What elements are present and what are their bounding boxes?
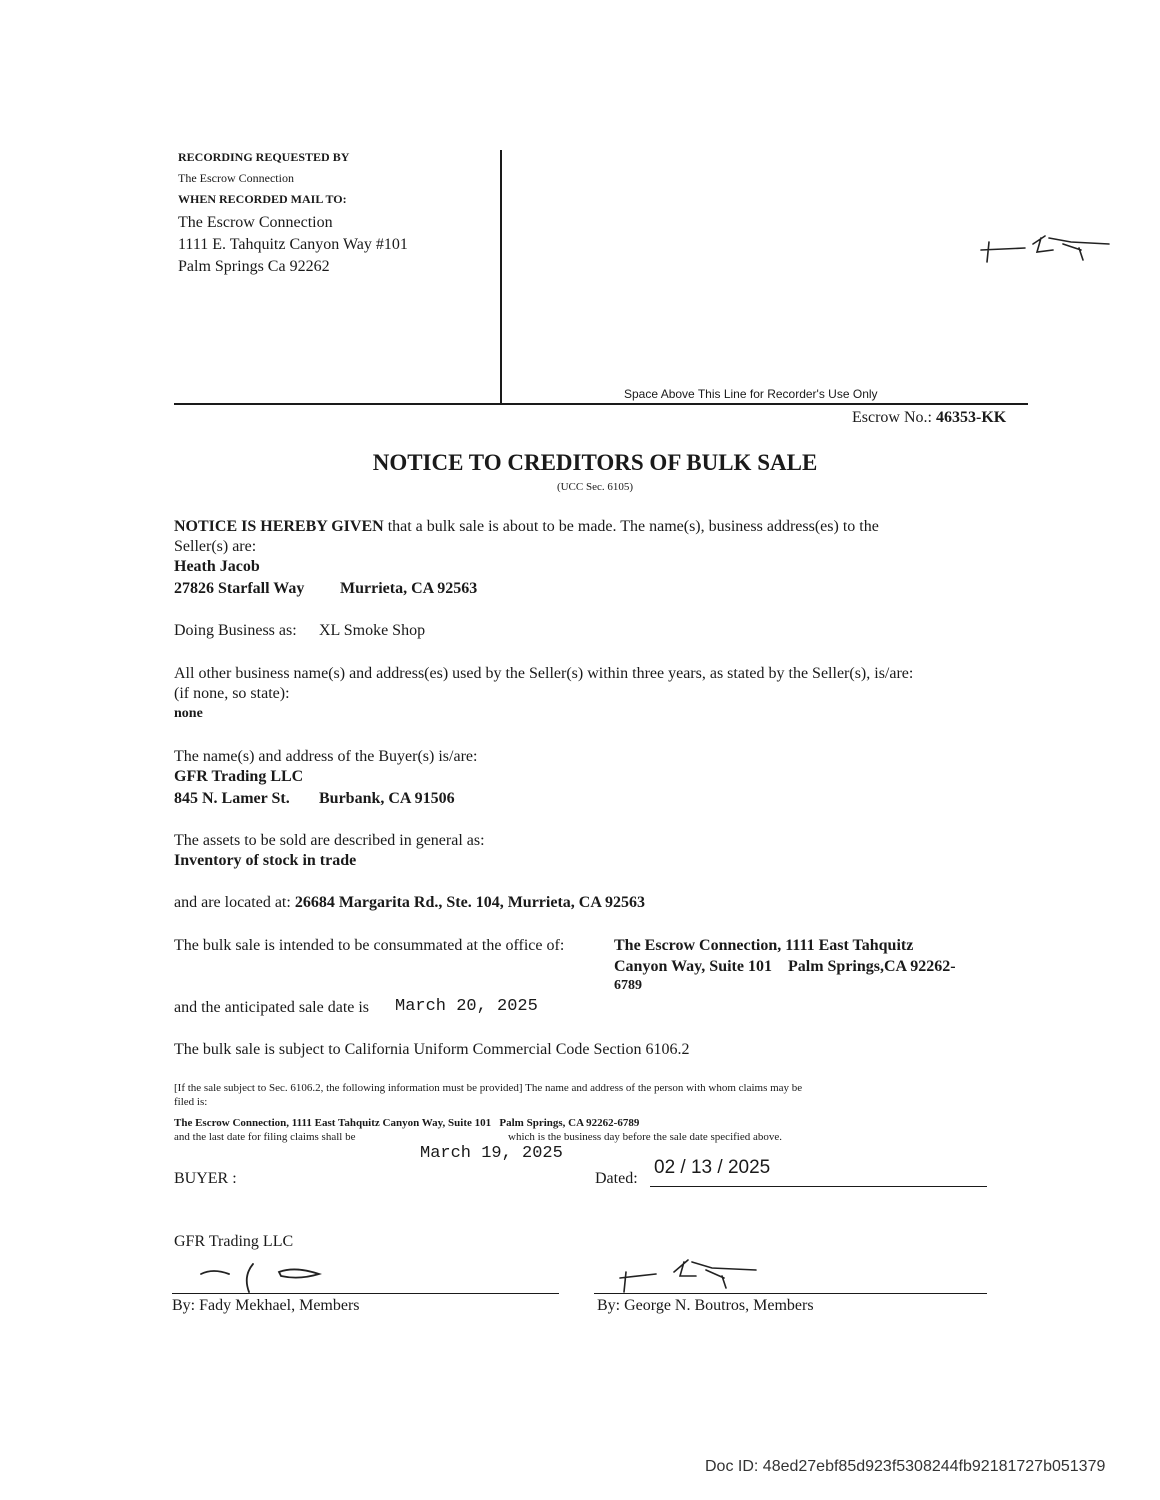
buyer-heading: BUYER : xyxy=(174,1170,237,1187)
seller-name: Heath Jacob xyxy=(174,558,260,575)
document-title: NOTICE TO CREDITORS OF BULK SALE xyxy=(372,450,818,475)
buyer-company: GFR Trading LLC xyxy=(174,1233,294,1250)
notice-paragraph: NOTICE IS HEREBY GIVEN that a bulk sale is about to be made. The name(s), business address(es) to the xyxy=(174,518,879,535)
assets-label: The assets to be sold are described in general as: xyxy=(174,832,485,849)
buyer-street: 845 N. Lamer St. xyxy=(174,790,290,807)
escrow-number: Escrow No.: 46353-KK xyxy=(852,409,1007,426)
claims-line4b: which is the business day before the sale date specified above. xyxy=(508,1131,782,1143)
mail-address-line1: 1111 E. Tahquitz Canyon Way #101 xyxy=(178,236,408,253)
buyer-label: The name(s) and address of the Buyer(s) is/are: xyxy=(174,748,478,765)
recorder-vertical-divider xyxy=(500,150,502,404)
consummation-office-line1: The Escrow Connection, 1111 East Tahquitz xyxy=(614,937,914,954)
sale-date-label: and the anticipated sale date is xyxy=(174,999,370,1016)
claims-line1: [If the sale subject to Sec. 6106.2, the following information must be provided] The name and address of the person with whom claims may be xyxy=(174,1082,803,1094)
dated-value: 02 / 13 / 2025 xyxy=(654,1157,771,1178)
seller-street: 27826 Starfall Way xyxy=(174,580,305,597)
mail-to-label: WHEN RECORDED MAIL TO: xyxy=(178,192,347,206)
other-names-value: none xyxy=(174,706,203,721)
signature-line-1 xyxy=(172,1293,559,1294)
signature-george-boutros xyxy=(616,1254,766,1296)
claims-line3: The Escrow Connection, 1111 East Tahquitz Canyon Way, Suite 101 Palm Springs, CA 92262-6789 xyxy=(174,1117,640,1129)
assets-location-value: 26684 Margarita Rd., Ste. 104, Murrieta, CA 92563 xyxy=(294,894,645,911)
initials-signature xyxy=(975,228,1115,273)
recording-requested-label: RECORDING REQUESTED BY xyxy=(178,150,350,164)
other-names-note: (if none, so state): xyxy=(174,685,290,702)
recorder-line xyxy=(174,403,1028,405)
assets-location: and are located at: 26684 Margarita Rd., Ste. 104, Murrieta, CA 92563 xyxy=(174,894,645,911)
claims-last-date: March 19, 2025 xyxy=(420,1144,563,1163)
code-section: The bulk sale is subject to California Uniform Commercial Code Section 6106.2 xyxy=(174,1041,690,1058)
dba-label: Doing Business as: xyxy=(174,622,297,639)
document-subtitle: (UCC Sec. 6105) xyxy=(556,481,634,493)
mail-address-line2: Palm Springs Ca 92262 xyxy=(178,258,330,275)
signature-fady-mekhael xyxy=(195,1256,335,1298)
sale-date-value: March 20, 2025 xyxy=(395,997,538,1016)
consummation-label: The bulk sale is intended to be consummated at the office of: xyxy=(174,937,565,954)
doc-id: Doc ID: 48ed27ebf85d923f5308244fb92181727b051379 xyxy=(705,1458,1106,1475)
other-names-label: All other business name(s) and address(es) used by the Seller(s) within three years, as stated by the Seller(s), is/are: xyxy=(174,665,914,682)
recorder-space-note: Space Above This Line for Recorder's Use Only xyxy=(624,387,878,401)
claims-line4a: and the last date for filing claims shall be xyxy=(174,1131,356,1143)
seller-label: Seller(s) are: xyxy=(174,538,257,555)
consummation-office-line2: Canyon Way, Suite 101 Palm Springs,CA 92262- xyxy=(614,958,956,975)
claims-line2: filed is: xyxy=(174,1096,208,1108)
dba-value: XL Smoke Shop xyxy=(319,622,426,639)
consummation-office-line3: 6789 xyxy=(614,978,642,993)
escrow-number-value: 46353-KK xyxy=(935,409,1007,426)
signer-1: By: Fady Mekhael, Members xyxy=(172,1297,360,1314)
dated-line xyxy=(650,1186,987,1187)
buyer-name: GFR Trading LLC xyxy=(174,768,304,785)
signature-line-2 xyxy=(594,1293,987,1294)
recording-requested-value: The Escrow Connection xyxy=(178,171,294,185)
dated-label: Dated: xyxy=(595,1170,638,1187)
seller-city: Murrieta, CA 92563 xyxy=(340,580,478,597)
signer-2: By: George N. Boutros, Members xyxy=(597,1297,814,1314)
buyer-city: Burbank, CA 91506 xyxy=(319,790,455,807)
assets-value: Inventory of stock in trade xyxy=(174,852,357,869)
mail-name: The Escrow Connection xyxy=(178,214,333,231)
